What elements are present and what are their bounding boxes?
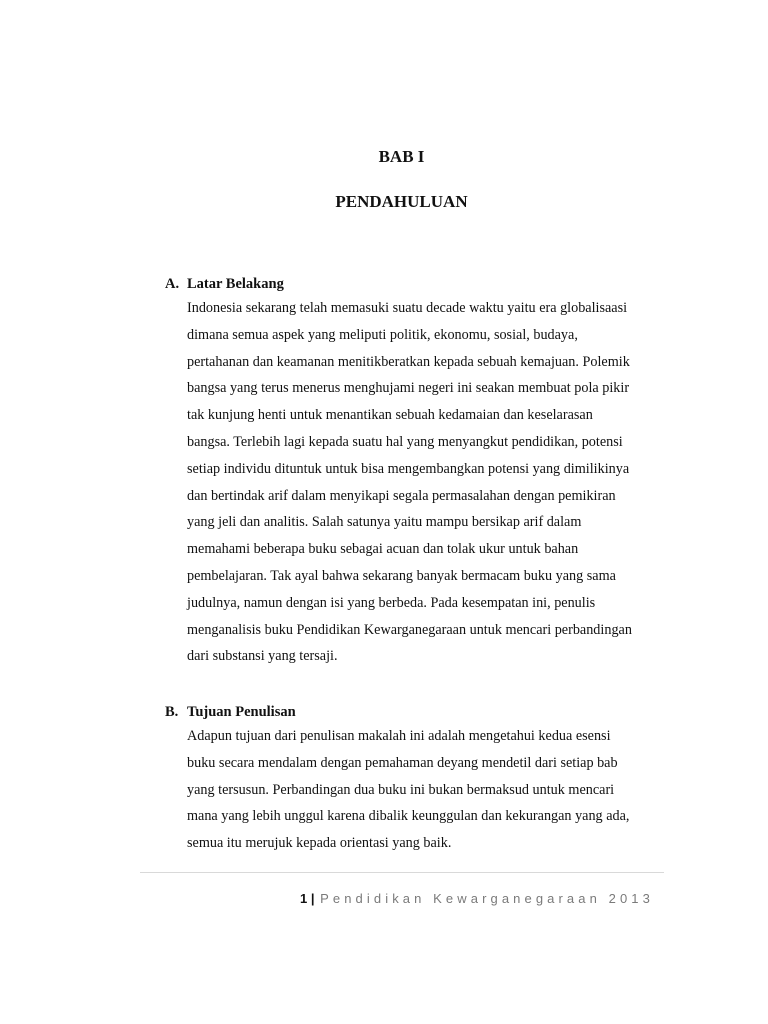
section-heading-text: Tujuan Penulisan xyxy=(187,704,296,720)
paragraph-line: pertahanan dan keamanan menitikberatkan kepada sebuah kemajuan. Polemik xyxy=(187,353,630,370)
section-paragraph xyxy=(165,723,669,857)
paragraph-line: dimana semua aspek yang meliputi politik, ekonomu, sosial, budaya, xyxy=(187,326,578,343)
footer-page-number: 1 xyxy=(300,891,308,906)
paragraph-line: setiap individu dituntuk untuk bisa mengembangkan potensi yang dimilikinya xyxy=(187,460,630,477)
section-letter: B. xyxy=(165,704,179,720)
paragraph-line: menganalisis buku Pendidikan Kewarganegaraan untuk mencari perbandingan xyxy=(187,621,632,638)
paragraph-line: yang jeli dan analitis. Salah satunya yaitu mampu bersikap arif dalam xyxy=(187,514,582,531)
paragraph-line: dari substansi yang tersaji. xyxy=(187,648,338,665)
paragraph-line: pembelajaran. Tak ayal bahwa sekarang banyak bermacam buku yang sama xyxy=(187,567,616,584)
footer-title: Pendidikan Kewarganegaraan 2013 xyxy=(320,891,654,906)
footer-separator: | xyxy=(310,891,315,906)
paragraph-line: yang tersusun. Perbandingan dua buku ini bukan bermaksud untuk mencari xyxy=(187,781,615,798)
paragraph-line: bangsa yang terus menerus menghujami negeri ini seakan membuat pola pikir xyxy=(187,380,630,397)
page-footer xyxy=(300,890,654,908)
paragraph-line: Adapun tujuan dari penulisan makalah ini adalah mengetahui kedua esensi xyxy=(187,728,611,744)
section-letter: A. xyxy=(165,276,180,292)
paragraph-line: bangsa. Terlebih lagi kepada suatu hal yang menyangkut pendidikan, potensi xyxy=(187,433,623,450)
section-latar-belakang xyxy=(165,273,675,670)
chapter-number: BAB I xyxy=(378,147,425,166)
paragraph-line: mana yang lebih unggul karena dibalik keunggulan dan kekurangan yang ada, xyxy=(187,808,630,825)
paragraph-line: dan bertindak arif dalam menyikapi segala permasalahan dengan pemikiran xyxy=(187,487,616,504)
footer-divider xyxy=(140,872,664,873)
section-paragraph xyxy=(165,295,669,670)
chapter-title: PENDAHULUAN xyxy=(335,192,468,211)
paragraph-line: buku secara mendalam dengan pemahaman deyang mendetil dari setiap bab xyxy=(187,754,618,771)
section-tujuan-penulisan xyxy=(165,701,675,857)
paragraph-line: judulnya, namun dengan isi yang berbeda. Pada kesempatan ini, penulis xyxy=(187,594,596,611)
paragraph-line: memahami beberapa buku sebagai acuan dan tolak ukur untuk bahan xyxy=(187,541,579,558)
paragraph-line: tak kunjung henti untuk menantikan sebuah kedamaian dan keselarasan xyxy=(187,407,593,424)
section-heading-text: Latar Belakang xyxy=(187,276,284,292)
paragraph-line: Indonesia sekarang telah memasuki suatu decade waktu yaitu era globalisaasi xyxy=(187,300,628,316)
section-heading xyxy=(165,701,675,723)
section-heading xyxy=(165,273,675,295)
paragraph-line: semua itu merujuk kepada orientasi yang baik. xyxy=(187,835,452,852)
